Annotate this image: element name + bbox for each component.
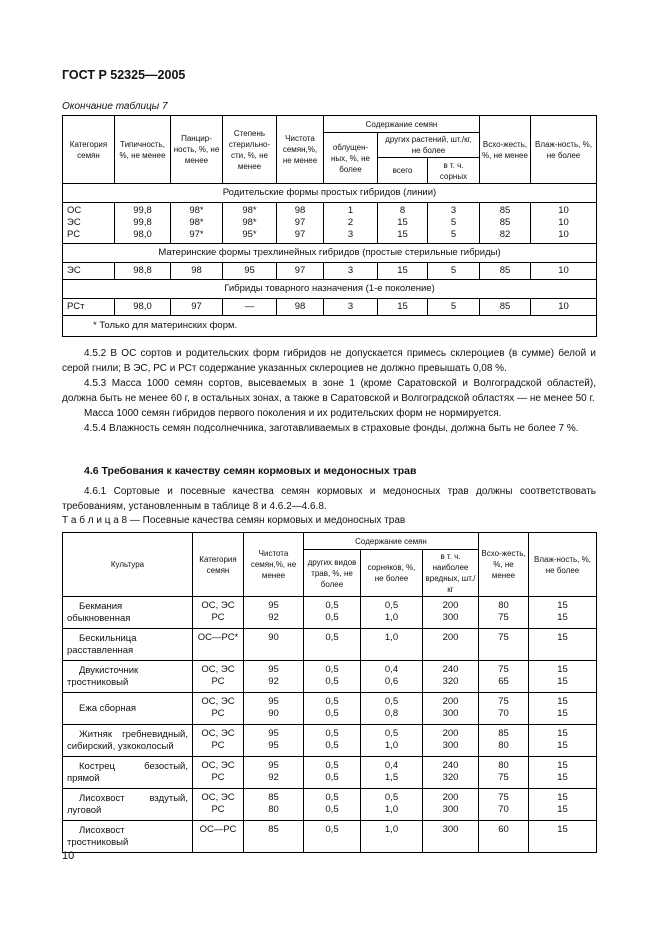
table-row: [63, 821, 597, 853]
table-cell: 97: [191, 301, 202, 312]
th-germination: Всхо-жесть, %, не менее: [480, 116, 531, 184]
table-cell: 300: [442, 824, 459, 835]
table-cell: 98: [294, 205, 306, 216]
table-cell: 0,5: [325, 772, 339, 783]
table-cell: 60: [498, 824, 509, 835]
table-cell: РС: [211, 708, 225, 719]
th-typicality: Типичность, %, не менее: [115, 116, 171, 184]
crop-name: Бескильница расставленная: [67, 632, 137, 656]
table-cell: 15: [557, 760, 568, 771]
table-cell: 200: [442, 600, 459, 611]
table-cell: 300: [442, 708, 459, 719]
table-cell: 1,0: [384, 740, 399, 751]
table-row: [63, 789, 597, 821]
table-cell: 15: [557, 728, 568, 739]
table-cell: 0,5: [325, 804, 339, 815]
table-row: [63, 629, 597, 661]
table-8: [62, 532, 597, 853]
table-7: [62, 115, 597, 337]
table-cell: 15: [557, 708, 568, 719]
table-cell: 0,4: [384, 760, 399, 771]
table-cell: 85: [268, 792, 279, 803]
table-cell: 15: [557, 740, 568, 751]
table-cell: 240: [442, 760, 459, 771]
table-cell: РС: [211, 612, 225, 623]
table-cell: 1,5: [384, 772, 399, 783]
table-cell: 80: [268, 804, 279, 815]
table-cell: 92: [268, 676, 279, 687]
table-cell: 75: [498, 664, 509, 675]
table-cell: 0,6: [384, 676, 399, 687]
table-cell: 0,5: [384, 600, 399, 611]
section-title: Родительские формы простых гибридов (линии): [63, 184, 597, 203]
table-cell: 95: [268, 760, 279, 771]
standard-header: ГОСТ Р 52325—2005: [62, 68, 186, 82]
crop-name: Лисохвост тростниковый: [67, 824, 129, 848]
paragraph: 4.5.2 В ОС сортов и родительских форм гибридов не допускается примесь склероциев (в сумме) белой и серой гнили; В ЭС, РС и РСт содержание указанных склероциев не должно превышать 0,08 %.: [62, 348, 596, 374]
table-cell: 80: [498, 600, 509, 611]
table-cell: 95*: [242, 229, 257, 240]
table-cell: 0,5: [325, 708, 339, 719]
table-row: [63, 661, 597, 693]
table-cell: 10: [558, 205, 569, 216]
table-cell: ЭС: [67, 217, 81, 228]
table-cell: 15: [397, 265, 408, 276]
table7-caption: Окончание таблицы 7: [62, 101, 168, 112]
table-cell: РС: [211, 804, 225, 815]
table-cell: 15: [397, 229, 408, 240]
th-other-grass: других видов трав, %, не более: [304, 550, 361, 597]
table-cell: 75: [498, 792, 509, 803]
th-other-plants: других растений, шт./кг, не более: [378, 133, 480, 158]
table-cell: ОС, ЭС: [201, 792, 235, 803]
table-cell: —: [244, 301, 255, 312]
th-harmful: в т. ч. наиболее вредных, шт./кг: [423, 550, 479, 597]
table-cell: 0,5: [325, 676, 339, 687]
table-cell: 10: [558, 301, 569, 312]
table-cell: 0,5: [325, 740, 339, 751]
table-cell: 92: [268, 612, 279, 623]
table-cell: 85: [499, 265, 511, 276]
paragraph: 4.5.3 Масса 1000 семян сортов, высеваемых в зоне 1 (кроме Саратовской и Волгоградской областей), должна быть не менее 60 г, в остальных зонах, а также в Саратовской и Волгоградской областях — не менее 50 г.: [62, 378, 596, 404]
table-cell: 0,5: [325, 792, 339, 803]
crop-name: Бекмания обыкновенная: [67, 600, 131, 624]
table-cell: 98*: [242, 205, 257, 216]
table-cell: 200: [442, 728, 459, 739]
table-row: [63, 597, 597, 629]
table-cell: 82: [499, 229, 511, 240]
table-cell: 15: [557, 824, 568, 835]
table-cell: 0,8: [384, 708, 399, 719]
table-row: [63, 725, 597, 757]
th-sterility: Степень стерильно-сти, %, не менее: [223, 116, 277, 184]
table-cell: 99,8: [133, 205, 152, 216]
th-germination: Всхо-жесть, %, не менее: [479, 533, 529, 597]
table-cell: ОС, ЭС: [201, 760, 235, 771]
table-cell: 3: [347, 265, 354, 276]
table-cell: 1,0: [384, 632, 399, 643]
table-row: [63, 757, 597, 789]
th-crop: Культура: [63, 533, 193, 597]
table-cell: 1,0: [384, 612, 399, 623]
table-cell: 97*: [189, 229, 204, 240]
crop-name: Двукисточник тростниковый: [67, 664, 139, 688]
table-cell: 2: [347, 217, 354, 228]
section-title: Материнские формы трехлинейных гибридов (простые стерильные гибриды): [63, 244, 597, 263]
table-row: [63, 299, 597, 316]
table-cell: 98: [191, 265, 202, 276]
th-purity: Чистота семян,%, не менее: [244, 533, 304, 597]
th-total: всего: [378, 158, 428, 184]
table-cell: 98*: [189, 217, 204, 228]
table-cell: 85: [499, 217, 511, 228]
table-cell: 90: [268, 708, 279, 719]
table-cell: РС: [67, 229, 81, 240]
table-row: [63, 263, 597, 280]
table-cell: 0,5: [384, 792, 399, 803]
table8-caption: Т а б л и ц а 8 — Посевные качества семян кормовых и медоносных трав: [62, 515, 406, 526]
table-cell: 90: [268, 632, 279, 643]
table-cell: 98,0: [133, 229, 152, 240]
table-cell: 1,0: [384, 804, 399, 815]
table-cell: 95: [268, 696, 279, 707]
table-cell: 320: [442, 772, 459, 783]
table-cell: 10: [558, 265, 569, 276]
table-row: [63, 203, 597, 244]
table-cell: ЭС: [67, 265, 81, 276]
table-cell: 15: [397, 301, 408, 312]
table-cell: 80: [498, 740, 509, 751]
table-cell: РС: [211, 772, 225, 783]
table-cell: 15: [557, 632, 568, 643]
table-cell: РСт: [67, 301, 85, 312]
table-cell: 3: [347, 229, 354, 240]
table-cell: 0,5: [325, 612, 339, 623]
table-cell: 75: [498, 612, 509, 623]
th-purity: Чистота семян,%, не менее: [277, 116, 324, 184]
th-content: Содержание семян: [324, 116, 480, 133]
table-cell: 15: [557, 600, 568, 611]
th-category: Категория семян: [63, 116, 115, 184]
crop-name: Ежа сборная: [79, 702, 137, 714]
table-cell: 0,4: [384, 664, 399, 675]
crop-name: Лисохвост вздутый, луговой: [67, 792, 188, 816]
paragraph: 4.5.4 Влажность семян подсолнечника, заготавливаемых в страховые фонды, должна быть не более 7 %.: [84, 423, 579, 434]
table-cell: 95: [268, 740, 279, 751]
table-cell: 0,5: [384, 696, 399, 707]
crop-name: Житняк гребневидный, сибирский, узкоколосый: [67, 728, 188, 752]
table-cell: 200: [442, 696, 459, 707]
table-cell: 97: [294, 229, 306, 240]
table-cell: РС: [211, 676, 225, 687]
table-cell: 15: [397, 217, 408, 228]
table-cell: 75: [498, 632, 509, 643]
table-cell: 15: [557, 696, 568, 707]
table-cell: 10: [558, 229, 569, 240]
table-cell: 8: [399, 205, 406, 216]
table-cell: 75: [498, 696, 509, 707]
table-cell: 99,8: [133, 217, 152, 228]
table-cell: 92: [268, 772, 279, 783]
table-cell: 85: [268, 824, 279, 835]
table-cell: 85: [498, 728, 509, 739]
section-title: Гибриды товарного назначения (1-е поколение): [63, 280, 597, 299]
table-cell: 65: [498, 676, 509, 687]
table-cell: 0,5: [325, 728, 339, 739]
table-cell: 97: [294, 217, 306, 228]
table-cell: 95: [244, 265, 255, 276]
table-cell: 5: [450, 265, 457, 276]
th-content: Содержание семян: [304, 533, 479, 550]
table-cell: 0,5: [325, 600, 339, 611]
table-cell: ОС, ЭС: [201, 600, 235, 611]
table-cell: 300: [442, 804, 459, 815]
table-cell: 5: [450, 301, 457, 312]
table-cell: 95: [268, 664, 279, 675]
table-cell: 15: [557, 804, 568, 815]
table-cell: ОС—РС: [199, 824, 237, 835]
section-heading: 4.6 Требования к качеству семян кормовых и медоносных трав: [84, 465, 417, 477]
table-cell: 0,5: [325, 760, 339, 771]
table-cell: 85: [499, 205, 511, 216]
section-text: 4.6.1 Сортовые и посевные качества семян кормовых и медоносных трав должны соответствовать требованиям, установленным в таблице 8 и 4.6.2—4.6.8.: [62, 486, 596, 512]
table-cell: 15: [557, 792, 568, 803]
table-cell: 200: [442, 792, 459, 803]
table-cell: 15: [557, 664, 568, 675]
table-cell: 15: [557, 772, 568, 783]
paragraph: Масса 1000 семян гибридов первого поколения и их родительских форм не нормируется.: [84, 408, 502, 419]
table-cell: 10: [558, 217, 569, 228]
crop-name: Кострец безостый, прямой: [67, 760, 188, 784]
table-cell: 0,5: [384, 728, 399, 739]
table-cell: 98*: [242, 217, 257, 228]
table-cell: 98,8: [133, 265, 152, 276]
table-cell: 300: [442, 740, 459, 751]
table-cell: ОС, ЭС: [201, 728, 235, 739]
table-cell: 98: [294, 301, 306, 312]
page-number: 10: [62, 850, 75, 862]
table7-footnote: * Только для материнских форм.: [63, 316, 597, 337]
table-cell: 1,0: [384, 824, 399, 835]
table-cell: 15: [557, 676, 568, 687]
table-cell: 5: [450, 217, 457, 228]
table-cell: 15: [557, 612, 568, 623]
table-cell: ОС—РС*: [197, 632, 239, 643]
table-cell: 95: [268, 728, 279, 739]
table-cell: 0,5: [325, 824, 339, 835]
table-cell: 300: [442, 612, 459, 623]
table-cell: РС: [211, 740, 225, 751]
table-cell: 0,5: [325, 664, 339, 675]
th-moisture: Влаж-ность, %, не более: [529, 533, 597, 597]
th-incl-weeds: в т. ч. сорных: [428, 158, 480, 184]
th-moisture: Влаж-ность, %, не более: [531, 116, 597, 184]
table-cell: ОС: [67, 205, 82, 216]
table-row: [63, 693, 597, 725]
table-cell: 95: [268, 600, 279, 611]
table-cell: 98,0: [133, 301, 152, 312]
table-cell: 0,5: [325, 632, 339, 643]
table-cell: 240: [442, 664, 459, 675]
th-weeds: сорняков, %, не более: [361, 550, 423, 597]
table-cell: 3: [347, 301, 354, 312]
table-cell: 320: [442, 676, 459, 687]
table-cell: 97: [294, 265, 306, 276]
table-cell: 5: [450, 229, 457, 240]
th-category: Категория семян: [193, 533, 244, 597]
th-hulled: облущен-ных, %, не более: [324, 133, 378, 184]
table-cell: 98*: [189, 205, 204, 216]
th-armor: Панцир-ность, %, не менее: [171, 116, 223, 184]
paragraphs: [62, 346, 596, 436]
table-cell: 3: [450, 205, 457, 216]
table-cell: 75: [498, 772, 509, 783]
table-cell: 70: [498, 804, 509, 815]
table-cell: 80: [498, 760, 509, 771]
table-cell: 0,5: [325, 696, 339, 707]
table-cell: 85: [499, 301, 511, 312]
table-cell: 1: [347, 205, 354, 216]
table-cell: 70: [498, 708, 509, 719]
table-cell: ОС, ЭС: [201, 664, 235, 675]
table-cell: 200: [442, 632, 459, 643]
table-cell: ОС, ЭС: [201, 696, 235, 707]
